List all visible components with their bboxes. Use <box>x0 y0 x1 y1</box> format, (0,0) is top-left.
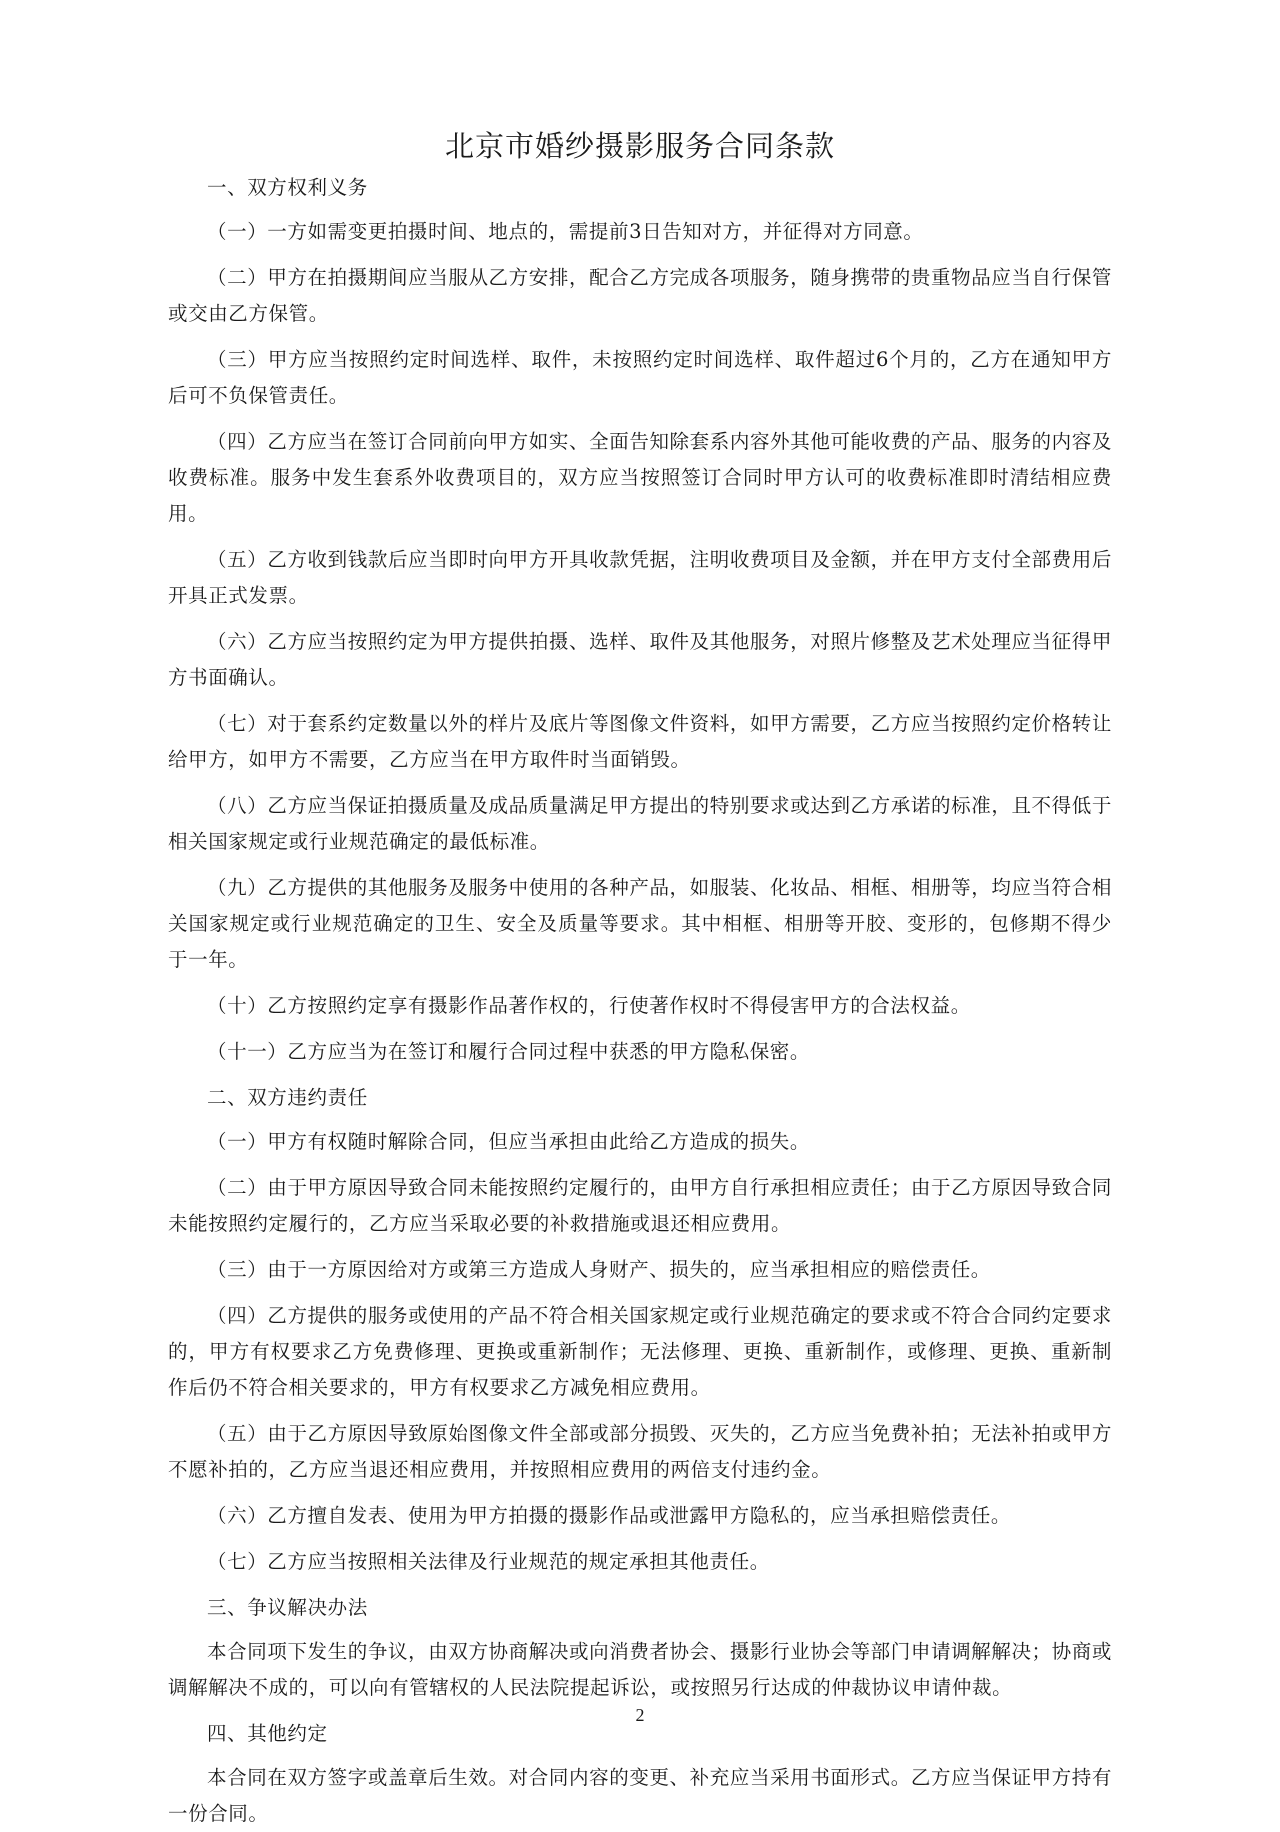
clause-paragraph: （一）一方如需变更拍摄时间、地点的，需提前3日告知对方，并征得对方同意。 <box>207 220 924 243</box>
clause-paragraph: （三）甲方应当按照约定时间选样、取件，未按照约定时间选样、取件超过6个月的，乙方在通知甲方后可不负保管责任。 <box>168 348 1112 407</box>
clause-paragraph: （五）乙方收到钱款后应当即时向甲方开具收款凭据，注明收费项目及金额，并在甲方支付全部费用后开具正式发票。 <box>168 548 1112 607</box>
clause-paragraph: （三）由于一方原因给对方或第三方造成人身财产、损失的，应当承担相应的赔偿责任。 <box>207 1258 991 1281</box>
clause-paragraph: （六）乙方擅自发表、使用为甲方拍摄的摄影作品或泄露甲方隐私的，应当承担赔偿责任。 <box>207 1504 1012 1527</box>
clause-paragraph: （二）由于甲方原因导致合同未能按照约定履行的，由甲方自行承担相应责任；由于乙方原因导致合同未能按照约定履行的，乙方应当采取必要的补救措施或退还相应费用。 <box>168 1176 1112 1235</box>
page-number: 2 <box>635 1705 645 1725</box>
clause-paragraph: （四）乙方提供的服务或使用的产品不符合相关国家规定或行业规范确定的要求或不符合合同约定要求的，甲方有权要求乙方免费修理、更换或重新制作；无法修理、更换、重新制作，或修理、更换、重新制作后仍不符合相关要求的，甲方有权要求乙方减免相应费用。 <box>168 1304 1112 1399</box>
clause-paragraph: （七）对于套系约定数量以外的样片及底片等图像文件资料，如甲方需要，乙方应当按照约定价格转让给甲方，如甲方不需要，乙方应当在甲方取件时当面销毁。 <box>168 712 1112 771</box>
clause-paragraph: （六）乙方应当按照约定为甲方提供拍摄、选样、取件及其他服务，对照片修整及艺术处理应当征得甲方书面确认。 <box>168 630 1112 689</box>
clause-paragraph: （五）由于乙方原因导致原始图像文件全部或部分损毁、灭失的，乙方应当免费补拍；无法补拍或甲方不愿补拍的，乙方应当退还相应费用，并按照相应费用的两倍支付违约金。 <box>168 1422 1112 1481</box>
clause-paragraph: （二）甲方在拍摄期间应当服从乙方安排，配合乙方完成各项服务，随身携带的贵重物品应当自行保管或交由乙方保管。 <box>168 266 1112 325</box>
clause-paragraph: （八）乙方应当保证拍摄质量及成品质量满足甲方提出的特别要求或达到乙方承诺的标准，且不得低于相关国家规定或行业规范确定的最低标准。 <box>168 794 1112 853</box>
clause-paragraph: （十一）乙方应当为在签订和履行合同过程中获悉的甲方隐私保密。 <box>207 1040 811 1063</box>
clause-paragraph: （十）乙方按照约定享有摄影作品著作权的，行使著作权时不得侵害甲方的合法权益。 <box>207 994 971 1017</box>
contract-body <box>168 170 1112 1832</box>
section-heading-rights: 一、双方权利义务 <box>207 176 368 199</box>
section-heading-other: 四、其他约定 <box>207 1722 328 1745</box>
clause-paragraph: （九）乙方提供的其他服务及服务中使用的各种产品，如服装、化妆品、相框、相册等，均应当符合相关国家规定或行业规范确定的卫生、安全及质量等要求。其中相框、相册等开胶、变形的，包修期不得少于一年。 <box>168 876 1112 971</box>
clause-paragraph: 本合同在双方签字或盖章后生效。对合同内容的变更、补充应当采用书面形式。乙方应当保证甲方持有一份合同。 <box>168 1766 1112 1825</box>
clause-paragraph: （七）乙方应当按照相关法律及行业规范的规定承担其他责任。 <box>207 1550 770 1573</box>
section-heading-liability: 二、双方违约责任 <box>207 1086 368 1109</box>
clause-paragraph: （一）甲方有权随时解除合同，但应当承担由此给乙方造成的损失。 <box>207 1130 811 1153</box>
section-heading-dispute: 三、争议解决办法 <box>207 1596 368 1619</box>
page-title: 北京市婚纱摄影服务合同条款 <box>444 129 835 163</box>
clause-paragraph: （四）乙方应当在签订合同前向甲方如实、全面告知除套系内容外其他可能收费的产品、服务的内容及收费标准。服务中发生套系外收费项目的，双方应当按照签订合同时甲方认可的收费标准即时清结相应费用。 <box>168 430 1112 525</box>
clause-paragraph: 本合同项下发生的争议，由双方协商解决或向消费者协会、摄影行业协会等部门申请调解解决；协商或调解解决不成的，可以向有管辖权的人民法院提起诉讼，或按照另行达成的仲裁协议申请仲裁。 <box>168 1640 1112 1699</box>
